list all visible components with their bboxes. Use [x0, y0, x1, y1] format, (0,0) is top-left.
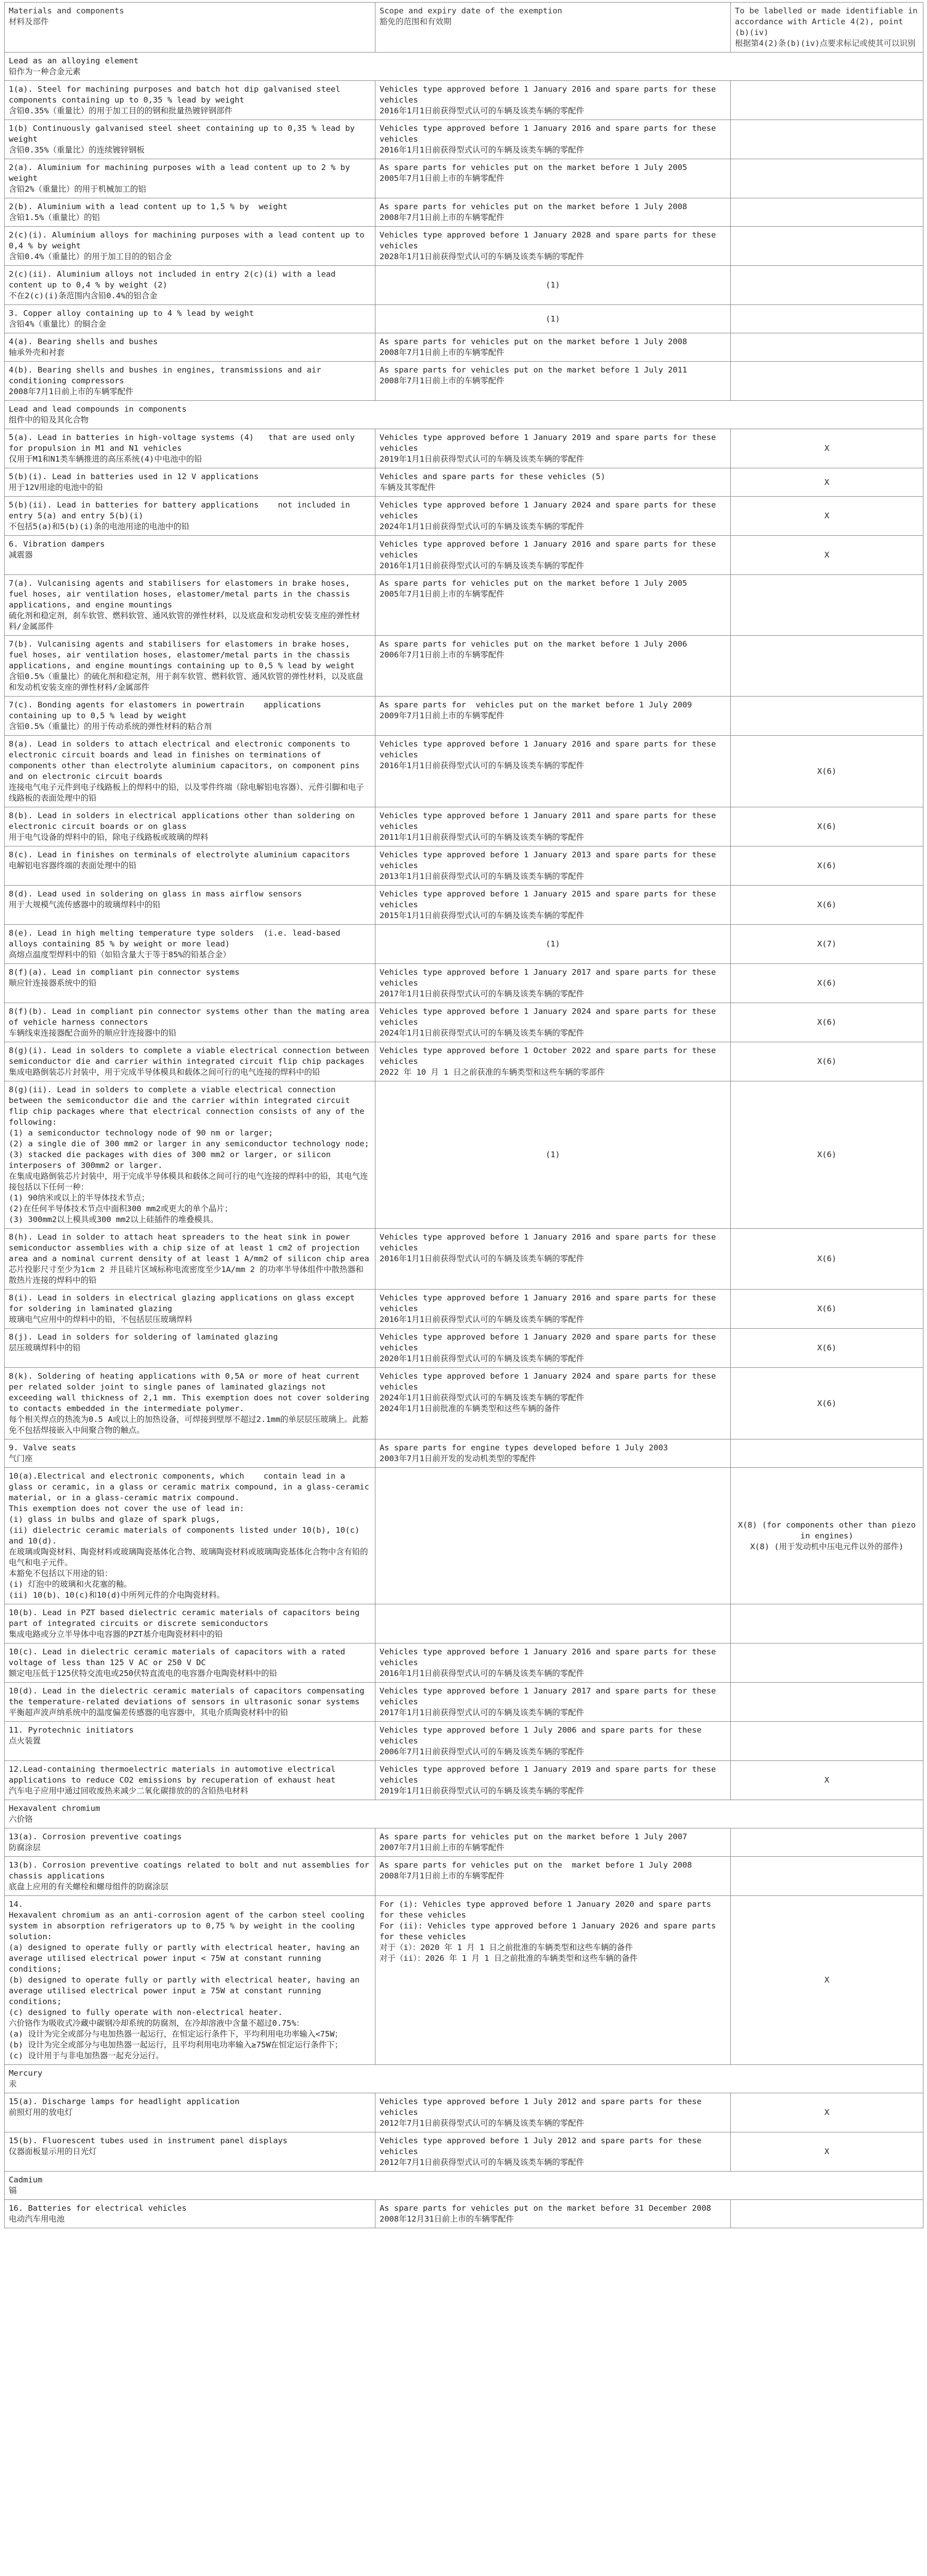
table-row [5, 1683, 923, 1722]
label-cell [731, 159, 923, 198]
table-row [5, 1761, 923, 1800]
scope-cell: As spare parts for engine types developed before 1 July 2003 2003年7月1日前开发的发动机类型的零配件 [375, 1439, 731, 1468]
label-cell [731, 1439, 923, 1468]
label-cell: X(8) (for components other than piezo in engines) X(8) (用于发动机中压电元件以外的部件) [731, 1468, 923, 1604]
material-cell: 10(c). Lead in dielectric ceramic materials of capacitors with a rated voltage of less than 125 V AC or 250 V DC 额定电压低于125伏特交流电或250伏特直流电的电容器介电陶瓷材料中的铅 [5, 1643, 375, 1683]
scope-cell: Vehicles type approved before 1 January 2013 and spare parts for these vehicles 2013年1月1日前获得型式认可的车辆及该类车辆的零配件 [375, 846, 731, 886]
table-body [5, 53, 923, 2228]
material-cell: 8(f)(a). Lead in compliant pin connector systems 顺应针连接器系统中的铅 [5, 964, 375, 1003]
material-cell: 2(c)(ii). Aluminium alloys not included in entry 2(c)(i) with a lead content up to 0,4 % by weight (2) 不在2(c)(i)条范围内含铅0.4%的铝合金 [5, 266, 375, 305]
material-cell: 4(b). Bearing shells and bushes in engines, transmissions and air conditioning compressors 2008年7月1日前上市的车辆零配件 [5, 362, 375, 401]
scope-cell: Vehicles type approved before 1 January 2024 and spare parts for these vehicles 2024年1月1日前获得型式认可的车辆及该类车辆的零配件 2024年1月1日前批准的车辆类型和这些车辆的备件 [375, 1368, 731, 1439]
scope-cell: Vehicles type approved before 1 January 2016 and spare parts for these vehicles 2016年1月1日前获得型式认可的车辆及该类车辆的零配件 [375, 536, 731, 575]
material-cell: 8(e). Lead in high melting temperature type solders (i.e. lead-based alloys containing 85 % by weight or more lead) 高熔点温度型焊料中的铅（如铅含量大于等于85%的铅基合金） [5, 925, 375, 964]
material-cell: 15(b). Fluorescent tubes used in instrument panel displays 仪器面板显示用的日光灯 [5, 2132, 375, 2172]
label-cell: X [731, 429, 923, 468]
material-cell: 2(c)(i). Aluminium alloys for machining purposes with a lead content up to 0,4 % by weight 含铅0.4%（重量比）的用于加工目的的铝合金 [5, 227, 375, 266]
label-cell: X(6) [731, 886, 923, 925]
scope-cell: As spare parts for vehicles put on the market before 1 July 2008 2008年7月1日前上市的车辆零配件 [375, 198, 731, 227]
section-row [5, 2172, 923, 2200]
table-row [5, 536, 923, 575]
scope-cell: As spare parts for vehicles put on the market before 1 July 2006 2006年7月1日前上市的车辆零配件 [375, 636, 731, 697]
label-cell [731, 1857, 923, 1896]
section-heading: Hexavalent chromium 六价铬 [5, 1800, 923, 1828]
scope-cell: (1) [375, 925, 731, 964]
scope-cell: Vehicles type approved before 1 January 2017 and spare parts for these vehicles 2017年1月1日前获得型式认可的车辆及该类车辆的零配件 [375, 964, 731, 1003]
material-cell: 2(a). Aluminium for machining purposes with a lead content up to 2 % by weight 含铅2%（重量比）的用于机械加工的铝 [5, 159, 375, 198]
label-cell: X(6) [731, 1290, 923, 1329]
label-cell: X(7) [731, 925, 923, 964]
material-cell: 15(a). Discharge lamps for headlight application 前照灯用的放电灯 [5, 2093, 375, 2132]
table-row [5, 198, 923, 227]
material-cell: 13(a). Corrosion preventive coatings 防腐涂层 [5, 1828, 375, 1857]
scope-cell: For (i): Vehicles type approved before 1 January 2020 and spare parts for these vehicles For (ii): Vehicles type approved before 1 January 2026 and spare parts for these vehicles 对于（i）：2020 年 1 月 1 日之前批准的车辆类型和这些车辆的备件 对于（ii）：2026 年 1 月 1 日之前批准的车辆类型和这些车辆的备件 [375, 1896, 731, 2065]
label-cell: X(6) [731, 1081, 923, 1229]
table-row [5, 1290, 923, 1329]
scope-cell: Vehicles type approved before 1 January 2024 and spare parts for these vehicles 2024年1月1日前获得型式认可的车辆及该类车辆的零配件 [375, 1003, 731, 1042]
table-header-row [5, 3, 923, 53]
scope-cell: Vehicles type approved before 1 January 2011 and spare parts for these vehicles 2011年1月1日前获得型式认可的车辆及该类车辆的零配件 [375, 807, 731, 846]
material-cell: 7(b). Vulcanising agents and stabilisers for elastomers in brake hoses, fuel hoses, air ventilation hoses, elastomer/metal parts in the chassis applications, and engine mountings containing up to 0,5 % lead by weight 含铅0.5%（重量比）的硫化剂和稳定剂，用于刹车软管、燃料软管、通风软管的弹性材料，以及底盘和发动机安装支座的弹性材料/金属部件 [5, 636, 375, 697]
label-cell: X(6) [731, 1003, 923, 1042]
label-cell [731, 1828, 923, 1857]
scope-cell: As spare parts for vehicles put on the market before 1 July 2005 2005年7月1日前上市的车辆零配件 [375, 159, 731, 198]
exemption-table [4, 2, 923, 2228]
table-row [5, 429, 923, 468]
table-row [5, 1081, 923, 1229]
table-row [5, 120, 923, 159]
scope-cell: As spare parts for vehicles put on the market before 1 July 2008 2008年7月1日前上市的车辆零配件 [375, 1857, 731, 1896]
section-row [5, 1800, 923, 1828]
material-cell: 8(k). Soldering of heating applications with 0,5A or more of heat current per related solder joint to single panes of laminated glazings not exceeding wall thickness of 2,1 mm. This exemption does not cover soldering to contacts embedded in the intermediate polymer. 每个相关焊点的热流为0.5 A或以上的加热设备，可焊接到壁厚不超过2.1mm的单层层压玻璃上。此豁免不包括焊接嵌入中间聚合物的触点。 [5, 1368, 375, 1439]
header-scope: Scope and expiry date of the exemption 豁免的范围和有效期 [375, 3, 731, 53]
material-cell: 5(a). Lead in batteries in high-voltage systems (4) that are used only for propulsion in M1 and N1 vehicles 仅用于M1和N1类车辆推进的高压系统(4)中电池中的铅 [5, 429, 375, 468]
label-cell [731, 362, 923, 401]
table-row [5, 925, 923, 964]
scope-cell: (1) [375, 266, 731, 305]
table-row [5, 2200, 923, 2228]
scope-cell: Vehicles type approved before 1 January 2016 and spare parts for these vehicles 2016年1月1日前获得型式认可的车辆及该类车辆的零配件 [375, 736, 731, 807]
material-cell: 8(i). Lead in solders in electrical glazing applications on glass except for soldering in laminated glazing 玻璃电气应用中的焊料中的铅，不包括层压玻璃焊料 [5, 1290, 375, 1329]
label-cell [731, 2200, 923, 2228]
label-cell: X(6) [731, 1042, 923, 1081]
scope-cell: Vehicles type approved before 1 January 2017 and spare parts for these vehicles 2017年1月1日前获得型式认可的车辆及该类车辆的零配件 [375, 1683, 731, 1722]
material-cell: 1(b) Continuously galvanised steel sheet containing up to 0,35 % lead by weight 含铅0.35%（重量比）的连续镀锌钢板 [5, 120, 375, 159]
table-row [5, 227, 923, 266]
table-row [5, 846, 923, 886]
label-cell: X(6) [731, 1329, 923, 1368]
label-cell [731, 333, 923, 362]
label-cell [731, 198, 923, 227]
table-row [5, 1439, 923, 1468]
label-cell [731, 1722, 923, 1761]
label-cell [731, 1683, 923, 1722]
section-heading: Cadmium 镉 [5, 2172, 923, 2200]
material-cell: 9. Valve seats 气门座 [5, 1439, 375, 1468]
scope-cell: As spare parts for vehicles put on the market before 1 July 2005 2005年7月1日前上市的车辆零配件 [375, 575, 731, 636]
label-cell: X [731, 2132, 923, 2172]
table-row [5, 1003, 923, 1042]
table-row [5, 807, 923, 846]
section-row [5, 53, 923, 81]
material-cell: 16. Batteries for electrical vehicles 电动汽车用电池 [5, 2200, 375, 2228]
scope-cell: (1) [375, 305, 731, 333]
material-cell: 6. Vibration dampers 减震器 [5, 536, 375, 575]
table-row [5, 1229, 923, 1290]
table-row [5, 636, 923, 697]
scope-cell: Vehicles type approved before 1 January 2016 and spare parts for these vehicles 2016年1月1日前获得型式认可的车辆及该类车辆的零配件 [375, 1643, 731, 1683]
material-cell: 5(b)(ii). Lead in batteries for battery applications not included in entry 5(a) and entry 5(b)(i) 不包括5(a)和5(b)(i)条的电池用途的电池中的铅 [5, 497, 375, 536]
table-row [5, 697, 923, 736]
label-cell [731, 697, 923, 736]
label-cell [731, 81, 923, 120]
material-cell: 8(g)(i). Lead in solders to complete a viable electrical connection between semiconductor die and carrier within integrated circuit flip chip packages 集成电路倒装芯片封装中，用于完成半导体模具和载体之间可行的电气连接的焊料中的铅 [5, 1042, 375, 1081]
section-heading: Lead and lead compounds in components 组件中的铅及其化合物 [5, 401, 923, 429]
table-row [5, 2132, 923, 2172]
table-row [5, 1604, 923, 1643]
label-cell: X(6) [731, 846, 923, 886]
table-row [5, 575, 923, 636]
section-heading: Lead as an alloying element 铅作为一种合金元素 [5, 53, 923, 81]
label-cell [731, 636, 923, 697]
table-row [5, 468, 923, 497]
table-row [5, 81, 923, 120]
scope-cell: Vehicles type approved before 1 January 2016 and spare parts for these vehicles 2016年1月1日前获得型式认可的车辆及该类车辆的零配件 [375, 81, 731, 120]
material-cell: 11. Pyrotechnic initiators 点火装置 [5, 1722, 375, 1761]
table-row [5, 333, 923, 362]
table-row [5, 305, 923, 333]
table-row [5, 964, 923, 1003]
section-row [5, 401, 923, 429]
material-cell: 1(a). Steel for machining purposes and batch hot dip galvanised steel components containing up to 0,35 % lead by weight 含铅0.35%（重量比）的用于加工目的的钢和批量热镀锌钢部件 [5, 81, 375, 120]
table-row [5, 1722, 923, 1761]
table-row [5, 1857, 923, 1896]
scope-cell: Vehicles and spare parts for these vehicles (5) 车辆及其零配件 [375, 468, 731, 497]
table-row [5, 1368, 923, 1439]
label-cell [731, 1643, 923, 1683]
scope-cell: As spare parts for vehicles put on the market before 1 July 2009 2009年7月1日前上市的车辆零配件 [375, 697, 731, 736]
material-cell: 13(b). Corrosion preventive coatings related to bolt and nut assemblies for chassis applications 底盘上应用的有关螺栓和螺母组件的防腐涂层 [5, 1857, 375, 1896]
material-cell: 8(d). Lead used in soldering on glass in mass airflow sensors 用于大规模气流传感器中的玻璃焊料中的铅 [5, 886, 375, 925]
scope-cell: (1) [375, 1081, 731, 1229]
table-row [5, 1468, 923, 1604]
material-cell: 4(a). Bearing shells and bushes 轴承外壳和衬套 [5, 333, 375, 362]
label-cell: X(6) [731, 736, 923, 807]
scope-cell [375, 1604, 731, 1643]
scope-cell: Vehicles type approved before 1 January 2015 and spare parts for these vehicles 2015年1月1日前获得型式认可的车辆及该类车辆的零配件 [375, 886, 731, 925]
label-cell: X [731, 536, 923, 575]
scope-cell: Vehicles type approved before 1 July 2012 and spare parts for these vehicles 2012年7月1日前获得型式认可的车辆及该类车辆的零配件 [375, 2093, 731, 2132]
label-cell [731, 305, 923, 333]
label-cell: X [731, 497, 923, 536]
label-cell: X(6) [731, 1229, 923, 1290]
material-cell: 8(g)(ii). Lead in solders to complete a viable electrical connection between the semiconductor die and the carrier within integrated circuit flip chip packages where that electrical connection consists of any of the following: (1) a semiconductor technology node of 90 nm or larger; (2) a single die of 300 mm2 or larger in any semiconductor technology node; (3) stacked die packages with dies of 300 mm2 or larger, or silicon interposers of 300mm2 or larger. 在集成电路倒装芯片封装中，用于完成半导体模具和载体之间可行的电气连接的焊料中的铅，其电气连接包括以下任何一种： (1) 90纳米或以上的半导体技术节点； (2)在任何半导体技术节点中面积300 mm2或更大的单个晶片； (3) 300mm2以上模具或300 mm2以上硅插件的堆叠模具。 [5, 1081, 375, 1229]
label-cell: X(6) [731, 807, 923, 846]
material-cell: 14. Hexavalent chromium as an anti-corrosion agent of the carbon steel cooling system in absorption refrigerators up to 0,75 % by weight in the cooling solution: (a) designed to operate fully or partly with electrical heater, having an average utilised electrical power input < 75W at constant running conditions; (b) designed to operate fully or partly with electrical heater, having an average utilised electrical power input ≥ 75W at constant running conditions; (c) designed to fully operate with non-electrical heater. 六价铬作为吸收式冷藏中碳钢冷却系统的防腐剂，在冷却溶液中含量不超过0.75%： (a) 设计为完全或部分与电加热器一起运行，在恒定运行条件下，平均利用电功率输入<75W； (b) 设计为完全或部分与电加热器一起运行，且平均利用电功率输入≥75W在恒定运行条件下； (c) 设计用于与非电加热器一起充分运行。 [5, 1896, 375, 2065]
material-cell: 8(j). Lead in solders for soldering of laminated glazing 层压玻璃焊料中的铅 [5, 1329, 375, 1368]
label-cell: X [731, 468, 923, 497]
header-materials: Materials and components 材料及部件 [5, 3, 375, 53]
label-cell [731, 227, 923, 266]
scope-cell: As spare parts for vehicles put on the market before 1 July 2007 2007年7月1日前上市的车辆零配件 [375, 1828, 731, 1857]
label-cell [731, 120, 923, 159]
material-cell: 8(c). Lead in finishes on terminals of electrolyte aluminium capacitors 电解铝电容器终端的表面处理中的铅 [5, 846, 375, 886]
label-cell: X(6) [731, 964, 923, 1003]
label-cell: X [731, 1896, 923, 2065]
material-cell: 10(a).Electrical and electronic components, which contain lead in a glass or ceramic, in a glass or ceramic matrix compound, in a glass-ceramic material, or in a glass-ceramic matrix compound. This exemption does not cover the use of lead in: (i) glass in bulbs and glaze of spark plugs, (ii) dielectric ceramic materials of components listed under 10(b), 10(c) and 10(d). 在玻璃或陶瓷材料、陶瓷材料或玻璃陶瓷基体化合物、玻璃陶瓷材料或玻璃陶瓷基体化合物中含有铅的电气和电子元件。 本豁免不包括以下用途的铅： (i) 灯泡中的玻璃和火花塞的釉。 (ii) 10(b)、10(c)和10(d)中所列元件的介电陶瓷材料。 [5, 1468, 375, 1604]
material-cell: 8(h). Lead in solder to attach heat spreaders to the heat sink in power semiconductor assemblies with a chip size of at least 1 cm2 of projection area and a nominal current density of at least 1 A/mm2 of silicon chip area 芯片投影尺寸至少为1cm 2 并且硅片区域标称电流密度至少1A/mm 2 的功率半导体组件中散热器和散热片连接的焊料中的铅 [5, 1229, 375, 1290]
scope-cell: Vehicles type approved before 1 July 2006 and spare parts for these vehicles 2006年7月1日前获得型式认可的车辆及该类车辆的零配件 [375, 1722, 731, 1761]
table-row [5, 2093, 923, 2132]
table-row [5, 1828, 923, 1857]
table-row [5, 266, 923, 305]
material-cell: 10(b). Lead in PZT based dielectric ceramic materials of capacitors being part of integrated circuits or discrete semiconductors 集成电路或分立半导体中电容器的PZT基介电陶瓷材料中的铅 [5, 1604, 375, 1643]
table-row [5, 886, 923, 925]
table-row [5, 1643, 923, 1683]
label-cell: X(6) [731, 1368, 923, 1439]
material-cell: 7(a). Vulcanising agents and stabilisers for elastomers in brake hoses, fuel hoses, air ventilation hoses, elastomer/metal parts in the chassis applications, and engine mountings 硫化剂和稳定剂，刹车软管、燃料软管、通风软管的弹性材料，以及底盘和发动机安装支座的弹性材料/金属部件 [5, 575, 375, 636]
scope-cell: Vehicles type approved before 1 January 2016 and spare parts for these vehicles 2016年1月1日前获得型式认可的车辆及该类车辆的零配件 [375, 1290, 731, 1329]
scope-cell: Vehicles type approved before 1 January 2019 and spare parts for these vehicles 2019年1月1日前获得型式认可的车辆及该类车辆的零配件 [375, 429, 731, 468]
material-cell: 8(a). Lead in solders to attach electrical and electronic components to electronic circuit boards and lead in finishes on terminations of components other than electrolyte aluminium capacitors, on component pins and on electronic circuit boards 连接电气电子元件到电子线路板上的焊料中的铅，以及零件终端（除电解铝电容器）、元件引脚和电子线路板的表面处理中的铅 [5, 736, 375, 807]
table-row [5, 497, 923, 536]
material-cell: 2(b). Aluminium with a lead content up to 1,5 % by weight 含铅1.5%（重量比）的铝 [5, 198, 375, 227]
scope-cell: Vehicles type approved before 1 January 2024 and spare parts for these vehicles 2024年1月1日前获得型式认可的车辆及该类车辆的零配件 [375, 497, 731, 536]
section-heading: Mercury 汞 [5, 2065, 923, 2093]
scope-cell: Vehicles type approved before 1 October 2022 and spare parts for these vehicles 2022 年 10 月 1 日之前获准的车辆类型和这些车辆的零部件 [375, 1042, 731, 1081]
material-cell: 7(c). Bonding agents for elastomers in powertrain applications containing up to 0,5 % lead by weight 含铅0.5%（重量比）的用于传动系统的弹性材料的粘合剂 [5, 697, 375, 736]
material-cell: 8(f)(b). Lead in compliant pin connector systems other than the mating area of vehicle harness connectors 车辆线束连接器配合面外的顺应针连接器中的铅 [5, 1003, 375, 1042]
scope-cell: Vehicles type approved before 1 January 2016 and spare parts for these vehicles 2016年1月1日前获得型式认可的车辆及该类车辆的零配件 [375, 120, 731, 159]
material-cell: 3. Copper alloy containing up to 4 % lead by weight 含铅4%（重量比）的铜合金 [5, 305, 375, 333]
material-cell: 10(d). Lead in the dielectric ceramic materials of capacitors compensating the temperature-related deviations of sensors in ultrasonic sonar systems 平衡超声波声纳系统中的温度偏差传感器的电容器中，其电介质陶瓷材料中的铅 [5, 1683, 375, 1722]
scope-cell: Vehicles type approved before 1 July 2012 and spare parts for these vehicles 2012年7月1日前获得型式认可的车辆及该类车辆的零配件 [375, 2132, 731, 2172]
header-labelling: To be labelled or made identifiable in accordance with Article 4(2), point (b)(iv) 根据第4(2)条(b)(iv)点要求标记或使其可以识别 [731, 3, 923, 53]
label-cell [731, 575, 923, 636]
scope-cell: Vehicles type approved before 1 January 2020 and spare parts for these vehicles 2020年1月1日前获得型式认可的车辆及该类车辆的零配件 [375, 1329, 731, 1368]
table-row [5, 1042, 923, 1081]
table-row [5, 1896, 923, 2065]
scope-cell: As spare parts for vehicles put on the market before 31 December 2008 2008年12月31日前上市的车辆零配件 [375, 2200, 731, 2228]
table-row [5, 362, 923, 401]
document [4, 2, 923, 2228]
label-cell [731, 1604, 923, 1643]
table-row [5, 1329, 923, 1368]
label-cell: X [731, 1761, 923, 1800]
table-row [5, 159, 923, 198]
label-cell [731, 266, 923, 305]
material-cell: 12.Lead-containing thermoelectric materials in automotive electrical applications to reduce CO2 emissions by recuperation of exhaust heat 汽车电子应用中通过回收废热来减少二氧化碳排放的的含铅热电材料 [5, 1761, 375, 1800]
scope-cell: Vehicles type approved before 1 January 2028 and spare parts for these vehicles 2028年1月1日前获得型式认可的车辆及该类车辆的零配件 [375, 227, 731, 266]
label-cell: X [731, 2093, 923, 2132]
scope-cell: Vehicles type approved before 1 January 2016 and spare parts for these vehicles 2016年1月1日前获得型式认可的车辆及该类车辆的零配件 [375, 1229, 731, 1290]
table-row [5, 736, 923, 807]
scope-cell [375, 1468, 731, 1604]
scope-cell: As spare parts for vehicles put on the market before 1 July 2008 2008年7月1日前上市的车辆零配件 [375, 333, 731, 362]
scope-cell: Vehicles type approved before 1 January 2019 and spare parts for these vehicles 2019年1月1日前获得型式认可的车辆及该类车辆的零配件 [375, 1761, 731, 1800]
section-row [5, 2065, 923, 2093]
material-cell: 5(b)(i). Lead in batteries used in 12 V applications 用于12V用途的电池中的铅 [5, 468, 375, 497]
scope-cell: As spare parts for vehicles put on the market before 1 July 2011 2008年7月1日前上市的车辆零配件 [375, 362, 731, 401]
material-cell: 8(b). Lead in solders in electrical applications other than soldering on electronic circuit boards or on glass 用于电气设备的焊料中的铅，除电子线路板或玻璃的焊料 [5, 807, 375, 846]
